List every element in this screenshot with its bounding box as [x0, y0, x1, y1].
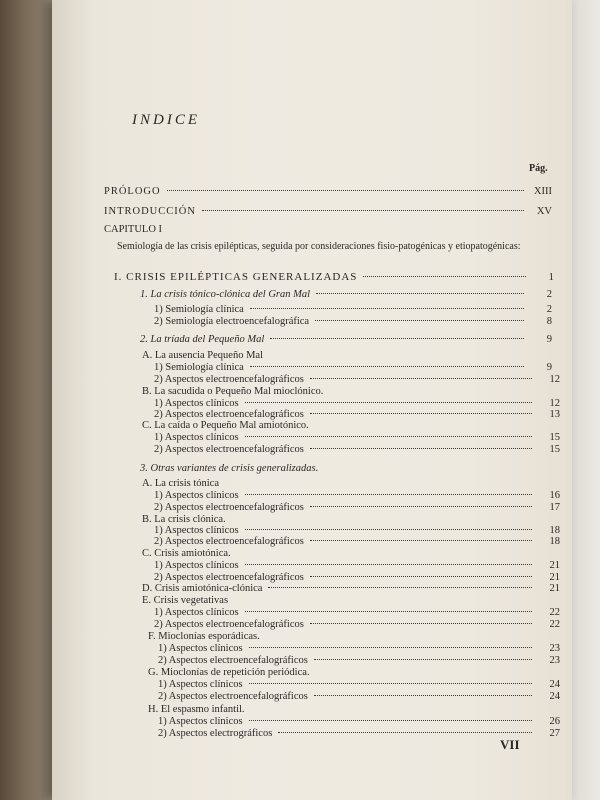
dot-leader — [245, 529, 532, 530]
toc-entry-label: G. Mioclonías de repetición periódica. — [148, 667, 310, 678]
toc-entry-label: B. La sacudida o Pequeño Mal mioclónico. — [142, 386, 324, 397]
toc-entry-page: 15 — [549, 444, 560, 455]
book-page — [52, 0, 572, 800]
page-number: VII — [500, 737, 520, 752]
dot-leader — [245, 402, 532, 403]
toc-entry — [140, 289, 552, 303]
toc-entry-page: 2 — [546, 304, 552, 315]
dot-leader — [249, 683, 532, 684]
toc-entry-label: 2) Aspectos electroencefalográficos — [158, 655, 308, 666]
toc-entry-page: 27 — [549, 728, 560, 739]
toc-entry-label: C. La caída o Pequeño Mal amiotónico. — [142, 420, 309, 431]
dot-leader — [249, 647, 532, 648]
toc-entry-page: XV — [536, 206, 552, 217]
dot-leader — [363, 276, 526, 277]
toc-entry-prologo — [104, 186, 552, 200]
toc-entry-page: 23 — [549, 655, 560, 666]
dot-leader — [245, 436, 532, 437]
toc-entry-page: 22 — [549, 619, 560, 630]
dot-leader — [315, 320, 524, 321]
dot-leader — [202, 210, 524, 211]
dot-leader — [245, 611, 532, 612]
toc-entry-label: 1) Semiología clínica — [154, 362, 244, 373]
toc-entry-label: H. El espasmo infantil. — [148, 704, 245, 715]
toc-entry-label: 1) Aspectos clínicos — [154, 490, 239, 501]
toc-entry-label: 2) Aspectos electroencefalográficos — [158, 691, 308, 702]
toc-entry-label: A. La crisis tónica — [142, 478, 219, 489]
toc-entry-label: 2) Aspectos electroencefalográficos — [154, 444, 304, 455]
dot-leader — [314, 695, 532, 696]
toc-entry-label: 2) Aspectos electroencefalográficos — [154, 374, 304, 385]
chapter-heading: CAPITULO I — [104, 224, 163, 235]
toc-entry-page: 8 — [546, 316, 552, 327]
toc-entry-label: 2) Aspectos electroencefalográficos — [154, 409, 304, 420]
toc-entry-page: 24 — [549, 679, 560, 690]
dot-leader — [250, 308, 524, 309]
dot-leader — [249, 720, 532, 721]
toc-entry-page: 12 — [549, 374, 560, 385]
toc-entry-page: 21 — [549, 560, 560, 571]
toc-entry-page: 21 — [549, 572, 560, 583]
toc-entry-label: 1) Aspectos clínicos — [154, 525, 239, 536]
toc-entry-label: 1) Aspectos clínicos — [158, 643, 243, 654]
toc-entry-page: 23 — [549, 643, 560, 654]
toc-entry-section — [114, 271, 554, 285]
dot-leader — [270, 338, 524, 339]
toc-entry-label: B. La crisis clónica. — [142, 514, 226, 525]
toc-entry-label: 1) Aspectos clínicos — [154, 560, 239, 571]
toc-entry-page: 26 — [549, 716, 560, 727]
toc-entry — [154, 316, 552, 330]
toc-entry — [158, 691, 560, 705]
toc-entry-label: A. La ausencia Pequeño Mal — [142, 350, 264, 361]
toc-entry-page: 2 — [546, 289, 552, 300]
toc-entry-label: 2) Aspectos electroencefalográficos — [154, 619, 304, 630]
dot-leader — [314, 659, 532, 660]
dot-leader — [310, 413, 532, 414]
toc-entry-label: 3. Otras variantes de crisis generalizadas. — [140, 463, 319, 474]
toc-entry-label: 2) Aspectos electroencefalográficos — [154, 572, 304, 583]
toc-entry-introduccion — [104, 206, 552, 220]
toc-entry-label: PRÓLOGO — [104, 186, 161, 197]
toc-entry-label: 1) Aspectos clínicos — [154, 607, 239, 618]
toc-entry-label: D. Crisis amiotónica-clónica — [142, 583, 263, 594]
toc-entry — [154, 444, 560, 458]
toc-entry-page: 16 — [549, 490, 560, 501]
toc-entry-page: 12 — [549, 398, 560, 409]
toc-entry-label: 2) Aspectos electrográficos — [158, 728, 273, 739]
toc-entry-page: 9 — [546, 334, 552, 345]
toc-entry-page: 17 — [549, 502, 560, 513]
dot-leader — [268, 587, 532, 588]
dot-leader — [167, 190, 524, 191]
toc-entry-label: INTRODUCCIÓN — [104, 206, 196, 217]
dot-leader — [310, 623, 532, 624]
dot-leader — [310, 506, 532, 507]
dot-leader — [310, 448, 532, 449]
toc-entry-label: 1) Aspectos clínicos — [158, 716, 243, 727]
dot-leader — [278, 732, 532, 733]
chapter-description: Semiología de las crisis epilépticas, seguida por consideraciones fisio-patogénicas y etiopatogénicas: — [117, 241, 521, 252]
toc-entry-page: 18 — [549, 525, 560, 536]
toc-entry-page: XIII — [533, 186, 552, 197]
toc-entry-page: 13 — [549, 409, 560, 420]
toc-entry-page: 15 — [549, 432, 560, 443]
toc-entry-label: 1) Semiología clínica — [154, 304, 244, 315]
toc-entry-label: 2. La tríada del Pequeño Mal — [140, 334, 265, 345]
toc-entry-label: E. Crisis vegetativas — [142, 595, 229, 606]
toc-entry-page: 21 — [549, 583, 560, 594]
toc-entry-page: 9 — [546, 362, 552, 373]
dot-leader — [310, 576, 532, 577]
dot-leader — [250, 366, 524, 367]
dot-leader — [310, 378, 532, 379]
page-column-header: Pág. — [529, 163, 548, 174]
index-title: INDICE — [132, 112, 200, 128]
toc-entry-label: 1) Aspectos clínicos — [154, 432, 239, 443]
toc-entry-page: 1 — [548, 271, 554, 283]
dot-leader — [316, 293, 524, 294]
dot-leader — [245, 564, 532, 565]
toc-entry-label: C. Crisis amiotónica. — [142, 548, 231, 559]
dot-leader — [245, 494, 532, 495]
toc-entry-label: 1. La crisis tónico-clónica del Gran Mal — [140, 289, 311, 300]
toc-entry-label: 2) Semiología electroencefalográfica — [154, 316, 310, 327]
toc-entry-label: 2) Aspectos electroencefalográficos — [154, 536, 304, 547]
toc-entry-label: I. CRISIS EPILÉPTICAS GENERALIZADAS — [114, 271, 358, 283]
dot-leader — [310, 540, 532, 541]
toc-entry-page: 22 — [549, 607, 560, 618]
toc-entry-page: 18 — [549, 536, 560, 547]
toc-entry-label: 1) Aspectos clínicos — [154, 398, 239, 409]
toc-entry — [140, 463, 552, 477]
toc-entry-page: 24 — [549, 691, 560, 702]
toc-entry-label: 1) Aspectos clínicos — [158, 679, 243, 690]
toc-entry-label: F. Mioclonías esporádicas. — [148, 631, 260, 642]
toc-entry-label: 2) Aspectos electroencefalográficos — [154, 502, 304, 513]
toc-entry — [140, 334, 552, 348]
